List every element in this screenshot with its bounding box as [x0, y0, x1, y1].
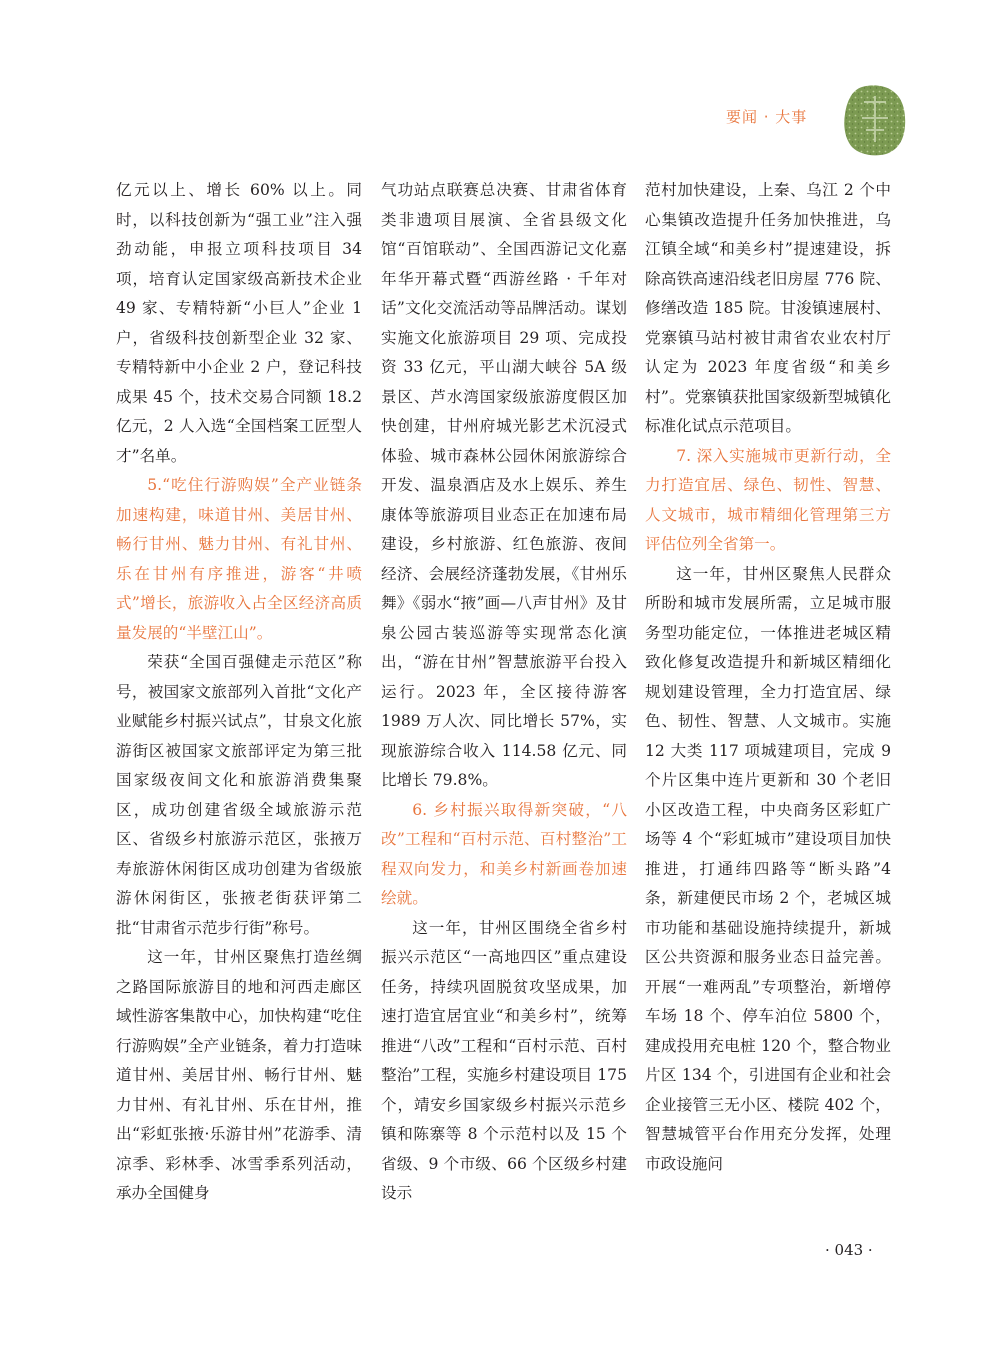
body-paragraph: 这一年，甘州区聚焦人民群众所盼和城市发展所需，立足城市服务型功能定位，一体推进老城区精致化修复改造提升和新城区精细化规划建设管理，全力打造宜居、绿色、韧性、智慧、人文城市。实施 12 大类 117 项城建项目，完成 9 个片区集中连片更新和 30 个老旧小区改造工程，中央商务区彩虹广场等 4 个“彩虹城市”建设项目加快推进，打通纬四路等“断头路”4 条，新建便民市场 2 个，老城区城市功能和基础设施持续提升，新城区公共资源和服务业态日益完善。开展“一难两乱”专项整治，新增停车场 18 个、停车泊位 5800 个，建成投用充电桩 120 个，整合物业片区 134 个，引进国有企业和社会企业接管三无小区、楼院 402 个，智慧城管平台作用充分发挥，处理市政设施问	[645, 564, 891, 1173]
body-paragraph: 荣获“全国百强健走示范区”称号，被国家文旅部列入首批“文化产业赋能乡村振兴试点”，甘泉文化旅游街区被国家文旅部评定为第三批国家级夜间文化和旅游消费集聚区，成功创建省级全域旅游示范区、省级乡村旅游示范区，张掖万寿旅游休闲街区成功创建为省级旅游休闲街区，张掖老街获评第二批“甘肃省示范步行街”称号。	[116, 653, 362, 937]
text-column-2	[381, 176, 627, 1209]
jade-seal-icon	[842, 84, 908, 156]
highlight-paragraph: 6. 乡村振兴取得新突破，“八改”工程和“百村示范、百村整治”工程双向发力，和美乡村新画卷加速绘就。	[381, 800, 627, 907]
body-paragraph: 亿元以上、增长 60% 以上。同时，以科技创新为“强工业”注入强劲动能，申报立项科技项目 34 项，培育认定国家级高新技术企业 49 家、专精特新“小巨人”企业 1 户，省级科技创新型企业 32 家、专精特新中小企业 2 户，登记科技成果 45 个，技术交易合同额 18.2 亿元，2 人入选“全国档案工匠型人才”名单。	[116, 181, 362, 465]
body-paragraph: 这一年，甘州区聚焦打造丝绸之路国际旅游目的地和河西走廊区域性游客集散中心，加快构建“吃住行游购娱”全产业链条，着力打造味道甘州、美居甘州、畅行甘州、魅力甘州、有礼甘州、乐在甘州，推出“彩虹张掖·乐游甘州”花游季、清凉季、彩林季、冰雪季系列活动，承办全国健身	[116, 948, 362, 1202]
body-paragraph: 范村加快建设，上秦、乌江 2 个中心集镇改造提升任务加快推进，乌江镇全域“和美乡村”提速建设，拆除高铁高速沿线老旧房屋 776 院、修缮改造 185 院。甘浚镇速展村、党寨镇马站村被甘肃省农业农村厅认定为 2023 年度省级“和美乡村”。党寨镇获批国家级新型城镇化标准化试点示范项目。	[645, 181, 891, 435]
highlight-paragraph: 5.“吃住行游购娱”全产业链条加速构建，味道甘州、美居甘州、畅行甘州、魅力甘州、有礼甘州、乐在甘州有序推进，游客“井喷式”增长，旅游收入占全区经济高质量发展的“半壁江山”。	[116, 476, 362, 642]
text-column-3	[645, 176, 891, 1179]
highlight-paragraph: 7. 深入实施城市更新行动，全力打造宜居、绿色、韧性、智慧、人文城市，城市精细化管理第三方评估位列全省第一。	[645, 446, 891, 553]
section-label: 要闻 · 大事	[726, 108, 808, 126]
body-paragraph: 气功站点联赛总决赛、甘肃省体育类非遗项目展演、全省县级文化馆“百馆联动”、全国西游记文化嘉年华开幕式暨“西游丝路 · 千年对话”文化交流活动等品牌活动。谋划实施文化旅游项目 29 项、完成投资 33 亿元，平山湖大峡谷 5A 级景区、芦水湾国家级旅游度假区加快创建，甘州府城光影艺术沉浸式体验、城市森林公园休闲旅游综合开发、温泉酒店及水上娱乐、养生康体等旅游项目业态正在加速布局建设，乡村旅游、红色旅游、夜间经济、会展经济蓬勃发展，《甘州乐舞》《弱水“掖”画—八声甘州》及甘泉公园古装巡游等实现常态化演出，“游在甘州”智慧旅游平台投入运行。2023 年，全区接待游客 1989 万人次、同比增长 57%，实现旅游综合收入 114.58 亿元、同比增长 79.8%。	[381, 181, 627, 789]
text-column-1	[116, 176, 362, 1209]
page-number: · 043 ·	[825, 1241, 873, 1259]
body-paragraph: 这一年，甘州区围绕全省乡村振兴示范区“一高地四区”重点建设任务，持续巩固脱贫攻坚成果，加速打造宜居宜业“和美乡村”，统筹推进“八改”工程和“百村示范、百村整治”工程，实施乡村建设项目 175 个，靖安乡国家级乡村振兴示范乡镇和陈寨等 8 个示范村以及 15 个省级、9 个市级、66 个区级乡村建设示	[381, 918, 627, 1202]
